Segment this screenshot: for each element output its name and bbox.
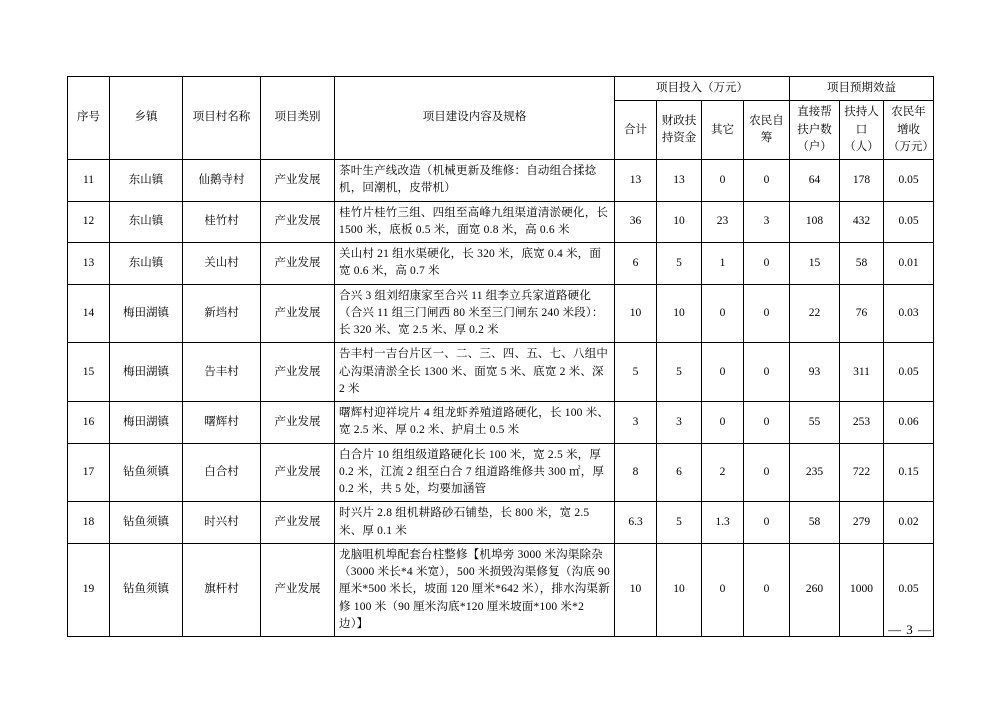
cell-total: 6.3 — [615, 502, 657, 544]
cell-total: 10 — [615, 543, 657, 636]
cell-town: 钻鱼须镇 — [110, 502, 183, 544]
cell-fiscal: 10 — [657, 201, 702, 243]
cell-fiscal: 5 — [657, 502, 702, 544]
cell-population: 58 — [840, 243, 884, 285]
cell-index: 12 — [68, 201, 110, 243]
cell-total: 5 — [615, 343, 657, 402]
cell-self: 0 — [744, 543, 790, 636]
cell-total: 36 — [615, 201, 657, 243]
cell-content: 龙脑咀机埠配套台柱整修【机埠旁 3000 米沟渠除杂（3000 米长*4 米宽），500 米损毁沟渠修复（沟底 90 厘米*500 米长，坡面 120 厘米*642 米），排水沟渠新修 100 米（90 厘米沟底*120 厘米坡面*100 米*2 边）】 — [335, 543, 615, 636]
cell-town: 东山镇 — [110, 243, 183, 285]
cell-income: 0.05 — [884, 201, 934, 243]
cell-village: 仙鹅寺村 — [183, 160, 261, 202]
cell-total: 13 — [615, 160, 657, 202]
table-row — [68, 284, 934, 343]
table-row — [68, 243, 934, 285]
cell-town: 东山镇 — [110, 201, 183, 243]
cell-village: 告丰村 — [183, 343, 261, 402]
cell-town: 梅田湖镇 — [110, 284, 183, 343]
cell-population: 76 — [840, 284, 884, 343]
cell-town: 钻鱼须镇 — [110, 543, 183, 636]
column-header-fiscal: 财政扶持资金 — [657, 101, 702, 160]
cell-other: 0 — [702, 284, 744, 343]
cell-other: 1 — [702, 243, 744, 285]
cell-total: 6 — [615, 243, 657, 285]
cell-village: 桂竹村 — [183, 201, 261, 243]
cell-town: 梅田湖镇 — [110, 343, 183, 402]
cell-income: 0.02 — [884, 502, 934, 544]
cell-content: 曙辉村迎祥垸片 4 组龙虾养殖道路硬化，长 100 米、宽 2.5 米、厚 0.2 米、护肩土 0.5 米 — [335, 402, 615, 444]
cell-index: 19 — [68, 543, 110, 636]
cell-self: 0 — [744, 343, 790, 402]
cell-fiscal: 13 — [657, 160, 702, 202]
cell-population: 722 — [840, 443, 884, 502]
cell-other: 0 — [702, 402, 744, 444]
cell-self: 3 — [744, 201, 790, 243]
table-body — [68, 160, 934, 637]
cell-households: 58 — [790, 502, 840, 544]
cell-income: 0.15 — [884, 443, 934, 502]
column-header-other: 其它 — [702, 101, 744, 160]
cell-self: 0 — [744, 160, 790, 202]
cell-total: 10 — [615, 284, 657, 343]
cell-category: 产业发展 — [261, 160, 335, 202]
column-header-households: 直接帮扶户数（户） — [790, 101, 840, 160]
table-row — [68, 402, 934, 444]
cell-households: 260 — [790, 543, 840, 636]
cell-village: 新垱村 — [183, 284, 261, 343]
cell-content: 时兴片 2.8 组机耕路砂石铺垫，长 800 米，宽 2.5 米、厚 0.1 米 — [335, 502, 615, 544]
cell-fiscal: 6 — [657, 443, 702, 502]
cell-population: 1000 — [840, 543, 884, 636]
cell-village: 旗杆村 — [183, 543, 261, 636]
table-row — [68, 502, 934, 544]
cell-other: 0 — [702, 343, 744, 402]
cell-other: 1.3 — [702, 502, 744, 544]
cell-households: 64 — [790, 160, 840, 202]
cell-income: 0.01 — [884, 243, 934, 285]
cell-population: 253 — [840, 402, 884, 444]
cell-fiscal: 10 — [657, 284, 702, 343]
cell-households: 55 — [790, 402, 840, 444]
cell-index: 15 — [68, 343, 110, 402]
cell-index: 17 — [68, 443, 110, 502]
cell-category: 产业发展 — [261, 502, 335, 544]
cell-content: 桂竹片桂竹三组、四组至高峰九组渠道清淤硬化，长 1500 米，底板 0.5 米，面宽 0.8 米，高 0.6 米 — [335, 201, 615, 243]
cell-village: 关山村 — [183, 243, 261, 285]
project-table — [67, 76, 934, 637]
cell-fiscal: 3 — [657, 402, 702, 444]
cell-town: 东山镇 — [110, 160, 183, 202]
cell-content: 茶叶生产线改造（机械更新及维修：自动组合揉捻机，回潮机，皮带机） — [335, 160, 615, 202]
table-header — [68, 77, 934, 160]
cell-households: 15 — [790, 243, 840, 285]
cell-category: 产业发展 — [261, 284, 335, 343]
cell-households: 22 — [790, 284, 840, 343]
cell-total: 8 — [615, 443, 657, 502]
cell-self: 0 — [744, 284, 790, 343]
cell-category: 产业发展 — [261, 201, 335, 243]
table-row — [68, 443, 934, 502]
column-header-index: 序号 — [68, 77, 110, 160]
cell-category: 产业发展 — [261, 243, 335, 285]
cell-households: 93 — [790, 343, 840, 402]
column-header-village: 项目村名称 — [183, 77, 261, 160]
cell-village: 时兴村 — [183, 502, 261, 544]
cell-category: 产业发展 — [261, 343, 335, 402]
column-header-category: 项目类别 — [261, 77, 335, 160]
cell-income: 0.05 — [884, 343, 934, 402]
table-header-group-row — [68, 77, 934, 101]
cell-households: 108 — [790, 201, 840, 243]
cell-content: 合兴 3 组刘绍康家至合兴 11 组李立兵家道路硬化（合兴 11 组三门闸西 80 米至三门闸东 240 米段）：长 320 米、宽 2.5 米、厚 0.2 米 — [335, 284, 615, 343]
cell-population: 432 — [840, 201, 884, 243]
cell-other: 0 — [702, 160, 744, 202]
cell-content: 白合片 10 组组级道路硬化长 100 米，宽 2.5 米，厚 0.2 米，江流 2 组至白合 7 组道路维修共 300 ㎡，厚 0.2 米，共 5 处，均要加涵管 — [335, 443, 615, 502]
cell-index: 16 — [68, 402, 110, 444]
table-row — [68, 160, 934, 202]
cell-self: 0 — [744, 243, 790, 285]
cell-index: 14 — [68, 284, 110, 343]
cell-population: 279 — [840, 502, 884, 544]
cell-village: 白合村 — [183, 443, 261, 502]
column-header-self: 农民自筹 — [744, 101, 790, 160]
cell-town: 梅田湖镇 — [110, 402, 183, 444]
column-group-header-benefit: 项目预期效益 — [790, 77, 934, 101]
cell-town: 钻鱼须镇 — [110, 443, 183, 502]
cell-households: 235 — [790, 443, 840, 502]
cell-content: 关山村 21 组水渠硬化，长 320 米，底宽 0.4 米，面宽 0.6 米，高 0.7 米 — [335, 243, 615, 285]
cell-total: 3 — [615, 402, 657, 444]
cell-other: 0 — [702, 543, 744, 636]
cell-index: 11 — [68, 160, 110, 202]
cell-village: 曙辉村 — [183, 402, 261, 444]
table-row — [68, 543, 934, 636]
cell-self: 0 — [744, 502, 790, 544]
cell-income: 0.05 — [884, 543, 934, 636]
column-header-population: 扶持人口（人） — [840, 101, 884, 160]
cell-index: 18 — [68, 502, 110, 544]
column-header-content: 项目建设内容及规格 — [335, 77, 615, 160]
column-header-total: 合计 — [615, 101, 657, 160]
cell-population: 311 — [840, 343, 884, 402]
table-row — [68, 343, 934, 402]
cell-self: 0 — [744, 402, 790, 444]
cell-fiscal: 5 — [657, 343, 702, 402]
cell-income: 0.03 — [884, 284, 934, 343]
page-number: — 3 — — [888, 622, 932, 637]
cell-index: 13 — [68, 243, 110, 285]
cell-self: 0 — [744, 443, 790, 502]
cell-income: 0.06 — [884, 402, 934, 444]
cell-fiscal: 10 — [657, 543, 702, 636]
cell-income: 0.05 — [884, 160, 934, 202]
cell-category: 产业发展 — [261, 443, 335, 502]
table-row — [68, 201, 934, 243]
cell-category: 产业发展 — [261, 402, 335, 444]
cell-content: 告丰村一吉台片区一、二、三、四、五、七、八组中心沟渠清淤全长 1300 米、面宽 5 米、底宽 2 米、深 2 米 — [335, 343, 615, 402]
column-header-town: 乡镇 — [110, 77, 183, 160]
cell-category: 产业发展 — [261, 543, 335, 636]
column-group-header-investment: 项目投入（万元） — [615, 77, 790, 101]
cell-other: 23 — [702, 201, 744, 243]
column-header-income: 农民年增收（万元） — [884, 101, 934, 160]
cell-population: 178 — [840, 160, 884, 202]
cell-other: 2 — [702, 443, 744, 502]
cell-fiscal: 5 — [657, 243, 702, 285]
